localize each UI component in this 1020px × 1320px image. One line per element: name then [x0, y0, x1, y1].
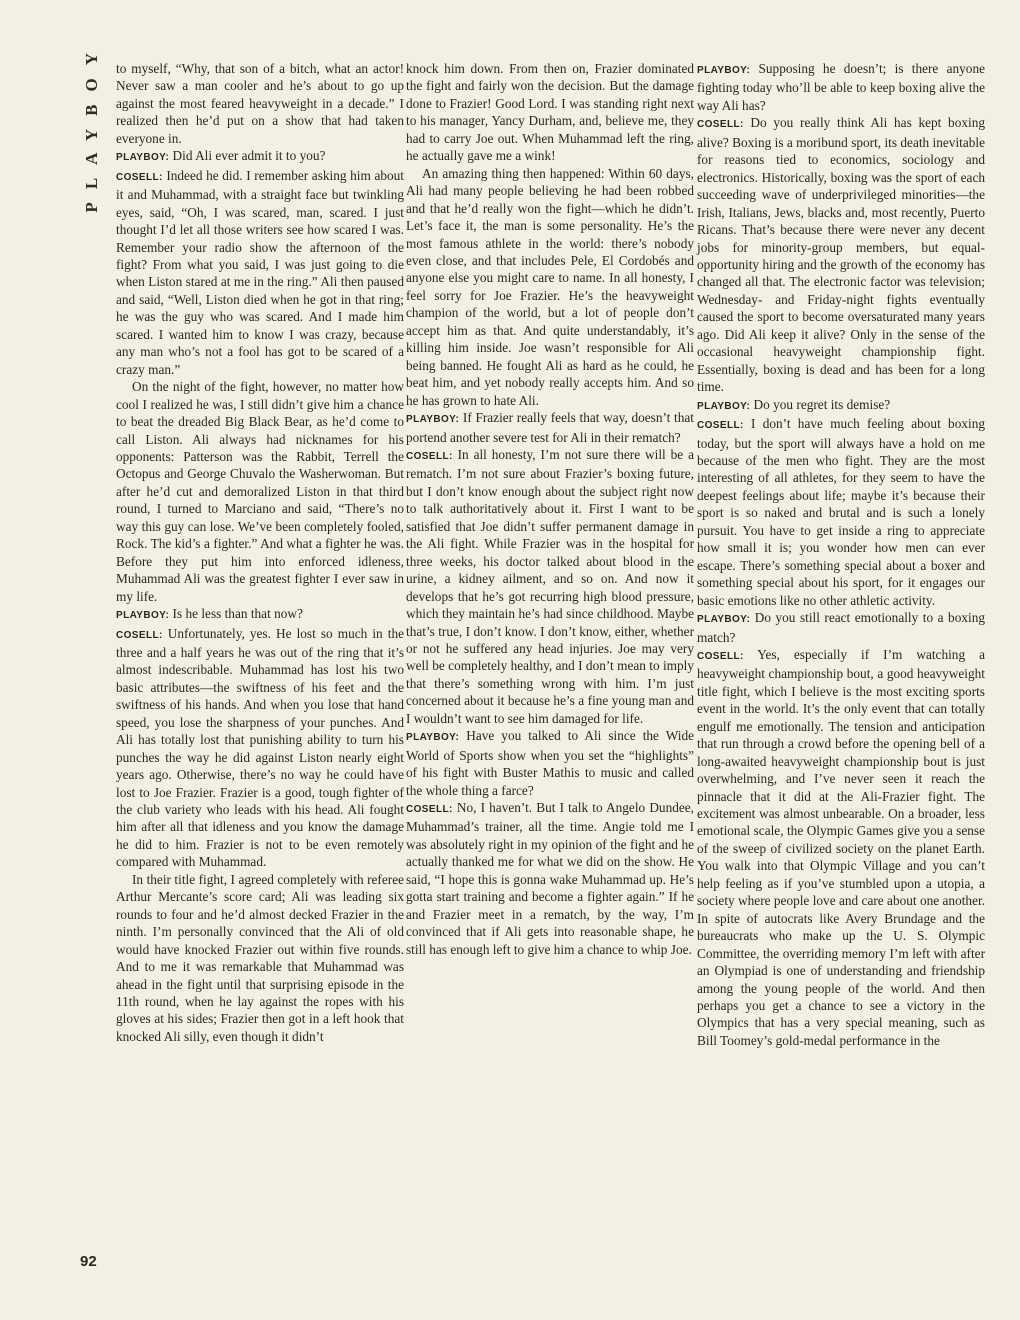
speaker-label: PLAYBOY: [697, 614, 751, 626]
paragraph [406, 165, 694, 409]
paragraph [116, 147, 404, 166]
paragraph [406, 799, 694, 958]
paragraph-text: No, I haven’t. But I talk to Angelo Dundee, Muhammad’s trainer, all the time. Angie told me I was absolutely right in my opinion of the fight and he actually thanked me for what we did on the show. He said, “I hope this is gonna wake Muhammad up. He’s gotta start training and become a fighter again.” If he and Frazier meet in a rematch, by the way, I’m convinced that if Ali gets into reasonable shape, he still has enough left to give him a chance to whip Joe. [406, 800, 695, 957]
paragraph-text: Do you really think Ali has kept boxing alive? Boxing is a moribund sport, its death inevitable for reasons tied to economics, sociology and electronics. Historically, boxing was the sport of each succeeding wave of underprivileged minorities—the Irish, Italians, Jews, blacks and, most recently, Puerto Ricans. That’s because there were never any decent jobs for minority-group members, but equal-opportunity hiring and the growth of the economy has changed all that. The electronic factor was television; Wednesday- and Friday-night fights eventually caused the sport to become oversaturated many years ago. Did Ali keep it alive? Only in the sense of the occasional heavyweight championship fight. Essentially, boxing is dead and has been for a long time. [697, 115, 985, 395]
paragraph-text: Supposing he doesn’t; is there anyone fighting today who’ll be able to keep boxing alive the way Ali has? [697, 61, 986, 113]
paragraph [116, 167, 404, 378]
paragraph-text: An amazing thing then happened: Within 60 days, Ali had many people believing he had been robbed and that he’d really won the fight—which he didn’t. Let’s face it, the man is some personality. He’s the most famous athlete in the world: there’s nobody even close, and that includes Pele, El Cordobés and anyone else you might care to name. In all honesty, I feel sorry for Joe Frazier. He’s the heavyweight champion of the world, but a lot of people don’t accept him as that. And quite understandably, it’s killing him inside. Joe wasn’t responsible for Ali being banned. He fought Ali as hard as he could, he beat him, and yet nobody really accepts him. And so he has grown to hate Ali. [406, 165, 694, 408]
paragraph-text: Yes, especially if I’m watching a heavyweight championship bout, a good heavyweight title fight, which I believe is the most exciting sports event in the world. It’s the only event that can totally engulf me emotionally. The tension and anticipation that run through a crowd before the opening bell of a long-awaited heavyweight championship bout is just overwhelming, and I’ve never seen it reach the pinnacle that it did at the Ali-Frazier fight. The excitement was almost unbearable. On a broader, less emotional scale, the Olympic Games give you a sense of the sweep of civilized society on the planet Earth. You walk into that Olympic Village and you can’t help feeling as if you’ve stumbled upon a utopia, a society where people love and care about one another. In spite of autocrats like Avery Brundage and the bureaucrats who make up the U. S. Olympic Committee, the overriding memory I’m left with after an Olympiad is one of understanding and friendship among the young people of the world. And then perhaps you get a chance to see a victory in the Olympics that has a very special meaning, such as Bill Toomey’s gold-medal performance in the [697, 646, 985, 1048]
paragraph-text: If Frazier really feels that way, doesn’t that portend another severe test for Ali in their rematch? [406, 410, 694, 445]
paragraph [697, 609, 985, 646]
paragraph-text: In their title fight, I agreed completely with referee Arthur Mercante’s score card; Ali was leading six rounds to four and he’d almost decked Frazier in the ninth. I’m personally convinced that the Ali of old would have knocked Frazier out within five rounds. And to me it was remarkable that Muhammad was ahead in the fight until that surprising episode in the 11th round, when he lay against the ropes with his gloves at his sides; Frazier then got in a left hook that knocked Ali silly, even though it didn’t [116, 871, 404, 1044]
speaker-label: COSELL: [406, 804, 453, 816]
paragraph-text: Is he less than that now? [172, 606, 303, 622]
speaker-label: COSELL: [116, 171, 163, 183]
paragraph [406, 727, 694, 799]
paragraph [116, 60, 404, 147]
paragraph [116, 605, 404, 624]
text-column-2 [406, 60, 694, 958]
paragraph-text: On the night of the fight, however, no matter how cool I realized he was, I still didn’t give him a chance to beat the dreaded Big Black Bear, as he’d come to call Liston. Ali always had nicknames for his opponents: Patterson was the Rabbit, Terrell the Octopus and George Chuvalo the Washerwoman. But after he’d cut and demoralized Liston in that third round, I turned to Marciano and said, “There’s no way this guy can lose. We’ve been completely fooled, Rock. The kid’s a fighter.” And what a fighter he was. Before they put him into enforced idleness, Muhammad Ali was the greatest fighter I ever saw in my life. [116, 379, 404, 604]
paragraph [406, 409, 694, 446]
paragraph [116, 378, 404, 605]
paragraph [406, 60, 694, 165]
paragraph [697, 60, 985, 114]
speaker-label: PLAYBOY: [406, 414, 460, 426]
paragraph [697, 646, 985, 1049]
paragraph-text: Do you regret its demise? [753, 396, 891, 412]
speaker-label: COSELL: [697, 420, 744, 432]
text-column-1 [116, 60, 404, 1045]
speaker-label: PLAYBOY: [697, 400, 751, 412]
paragraph-text: Have you talked to Ali since the Wide World of Sports show when you set the “highlights” of his fight with Buster Mathis to music and called the whole thing a farce? [406, 728, 694, 798]
page-number: 92 [80, 1253, 97, 1270]
speaker-label: COSELL: [697, 119, 744, 131]
paragraph [116, 625, 404, 871]
paragraph-text: In all honesty, I’m not sure there will be a rematch. I’m not sure about Frazier’s boxing future, but I don’t know enough about the subject right now to talk authoritatively about it. First I want to be satisfied that Joe didn’t suffer permanent damage in the Ali fight. While Frazier was in the hospital for three weeks, his doctor talked about blood in the urine, a kidney ailment, and so on. And now it develops that he’s got recurring high blood pressure, which they maintain he’s had since childhood. Maybe that’s true, I don’t know. I don’t know, either, whether or not he suffered any head injuries. Joe may very well be completely healthy, and I don’t mean to imply that there’s something wrong with him. I’m just concerned about it because he’s a fine young man and I wouldn’t want to see him damaged for life. [406, 446, 694, 726]
paragraph [116, 871, 404, 1046]
paragraph-text: Indeed he did. I remember asking him about it and Muhammad, with a straight face but twinkling eyes, said, “Oh, I was scared, man, scared. I just thought I’d let all those writers see how scared I was. Remember your radio show the afternoon of the fight? From what you said, I was just going to die when Liston stared at me in the ring.” Ali then paused and said, “Well, Liston died when he got in that ring; he was the guy who was scared. And I made him scared. I wanted him to know I was crazy, because any man who’s not a fool has got to be scared of a crazy man.” [116, 167, 404, 377]
speaker-label: COSELL: [116, 629, 163, 641]
paragraph [406, 446, 694, 727]
speaker-label: COSELL: [406, 450, 453, 462]
speaker-label: PLAYBOY: [116, 152, 170, 164]
paragraph [697, 396, 985, 415]
speaker-label: PLAYBOY: [406, 732, 460, 744]
paragraph-text: Unfortunately, yes. He lost so much in the three and a half years he was out of the ring that it’s almost indescribable. Muhammad has lost his two basic attributes—the swiftness of his feet and the swiftness of his hands. And when you lose that hand speed, you lose the sharpness of your punches. And Ali has totally lost that punishing ability to turn his punches the way he did against Liston nearly eight years ago. Otherwise, there’s no way he could have lost to Joe Frazier. Frazier is a good, tough fighter of the club variety who leads with his head. Ali fought him after all that idleness and you know the damage he did to him. Frazier is not to be even remotely compared with Muhammad. [116, 625, 404, 870]
paragraph-text: to myself, “Why, that son of a bitch, what an actor! Never saw a man cooler and he’s about to go up against the most feared heavyweight in a decade.” I realized then he’d put on a show that had taken everyone in. [116, 61, 404, 146]
speaker-label: PLAYBOY: [697, 65, 751, 76]
paragraph-text: Do you still react emotionally to a boxing match? [697, 610, 985, 645]
speaker-label: COSELL: [697, 650, 744, 662]
paragraph [697, 415, 985, 609]
magazine-running-head: PLAYBOY [82, 40, 101, 213]
paragraph-text: knock him down. From then on, Frazier dominated the fight and fairly won the decision. But the damage done to Frazier! Good Lord. I was standing right next to his manager, Yancy Durham, and, believe me, they had to carry Joe out. When Muhammad left the ring, he actually gave me a wink! [406, 61, 694, 164]
paragraph [697, 114, 985, 395]
speaker-label: PLAYBOY: [116, 610, 170, 622]
paragraph-text: Did Ali ever admit it to you? [172, 148, 326, 164]
text-column-3 [697, 60, 985, 1049]
paragraph-text: I don’t have much feeling about boxing today, but the sport will always have a hold on me because of the men who fight. They are the most interesting of all athletes, for they seem to have the deepest feelings about life; maybe it’s because their sport is so naked and brutal and is such a lonely pursuit. You have to get inside a ring to appreciate how small it is; you wonder how men can ever escape. There’s something special about a boxer and something special about his sport, for it engages our basic emotions like no other athletic activity. [697, 416, 985, 608]
